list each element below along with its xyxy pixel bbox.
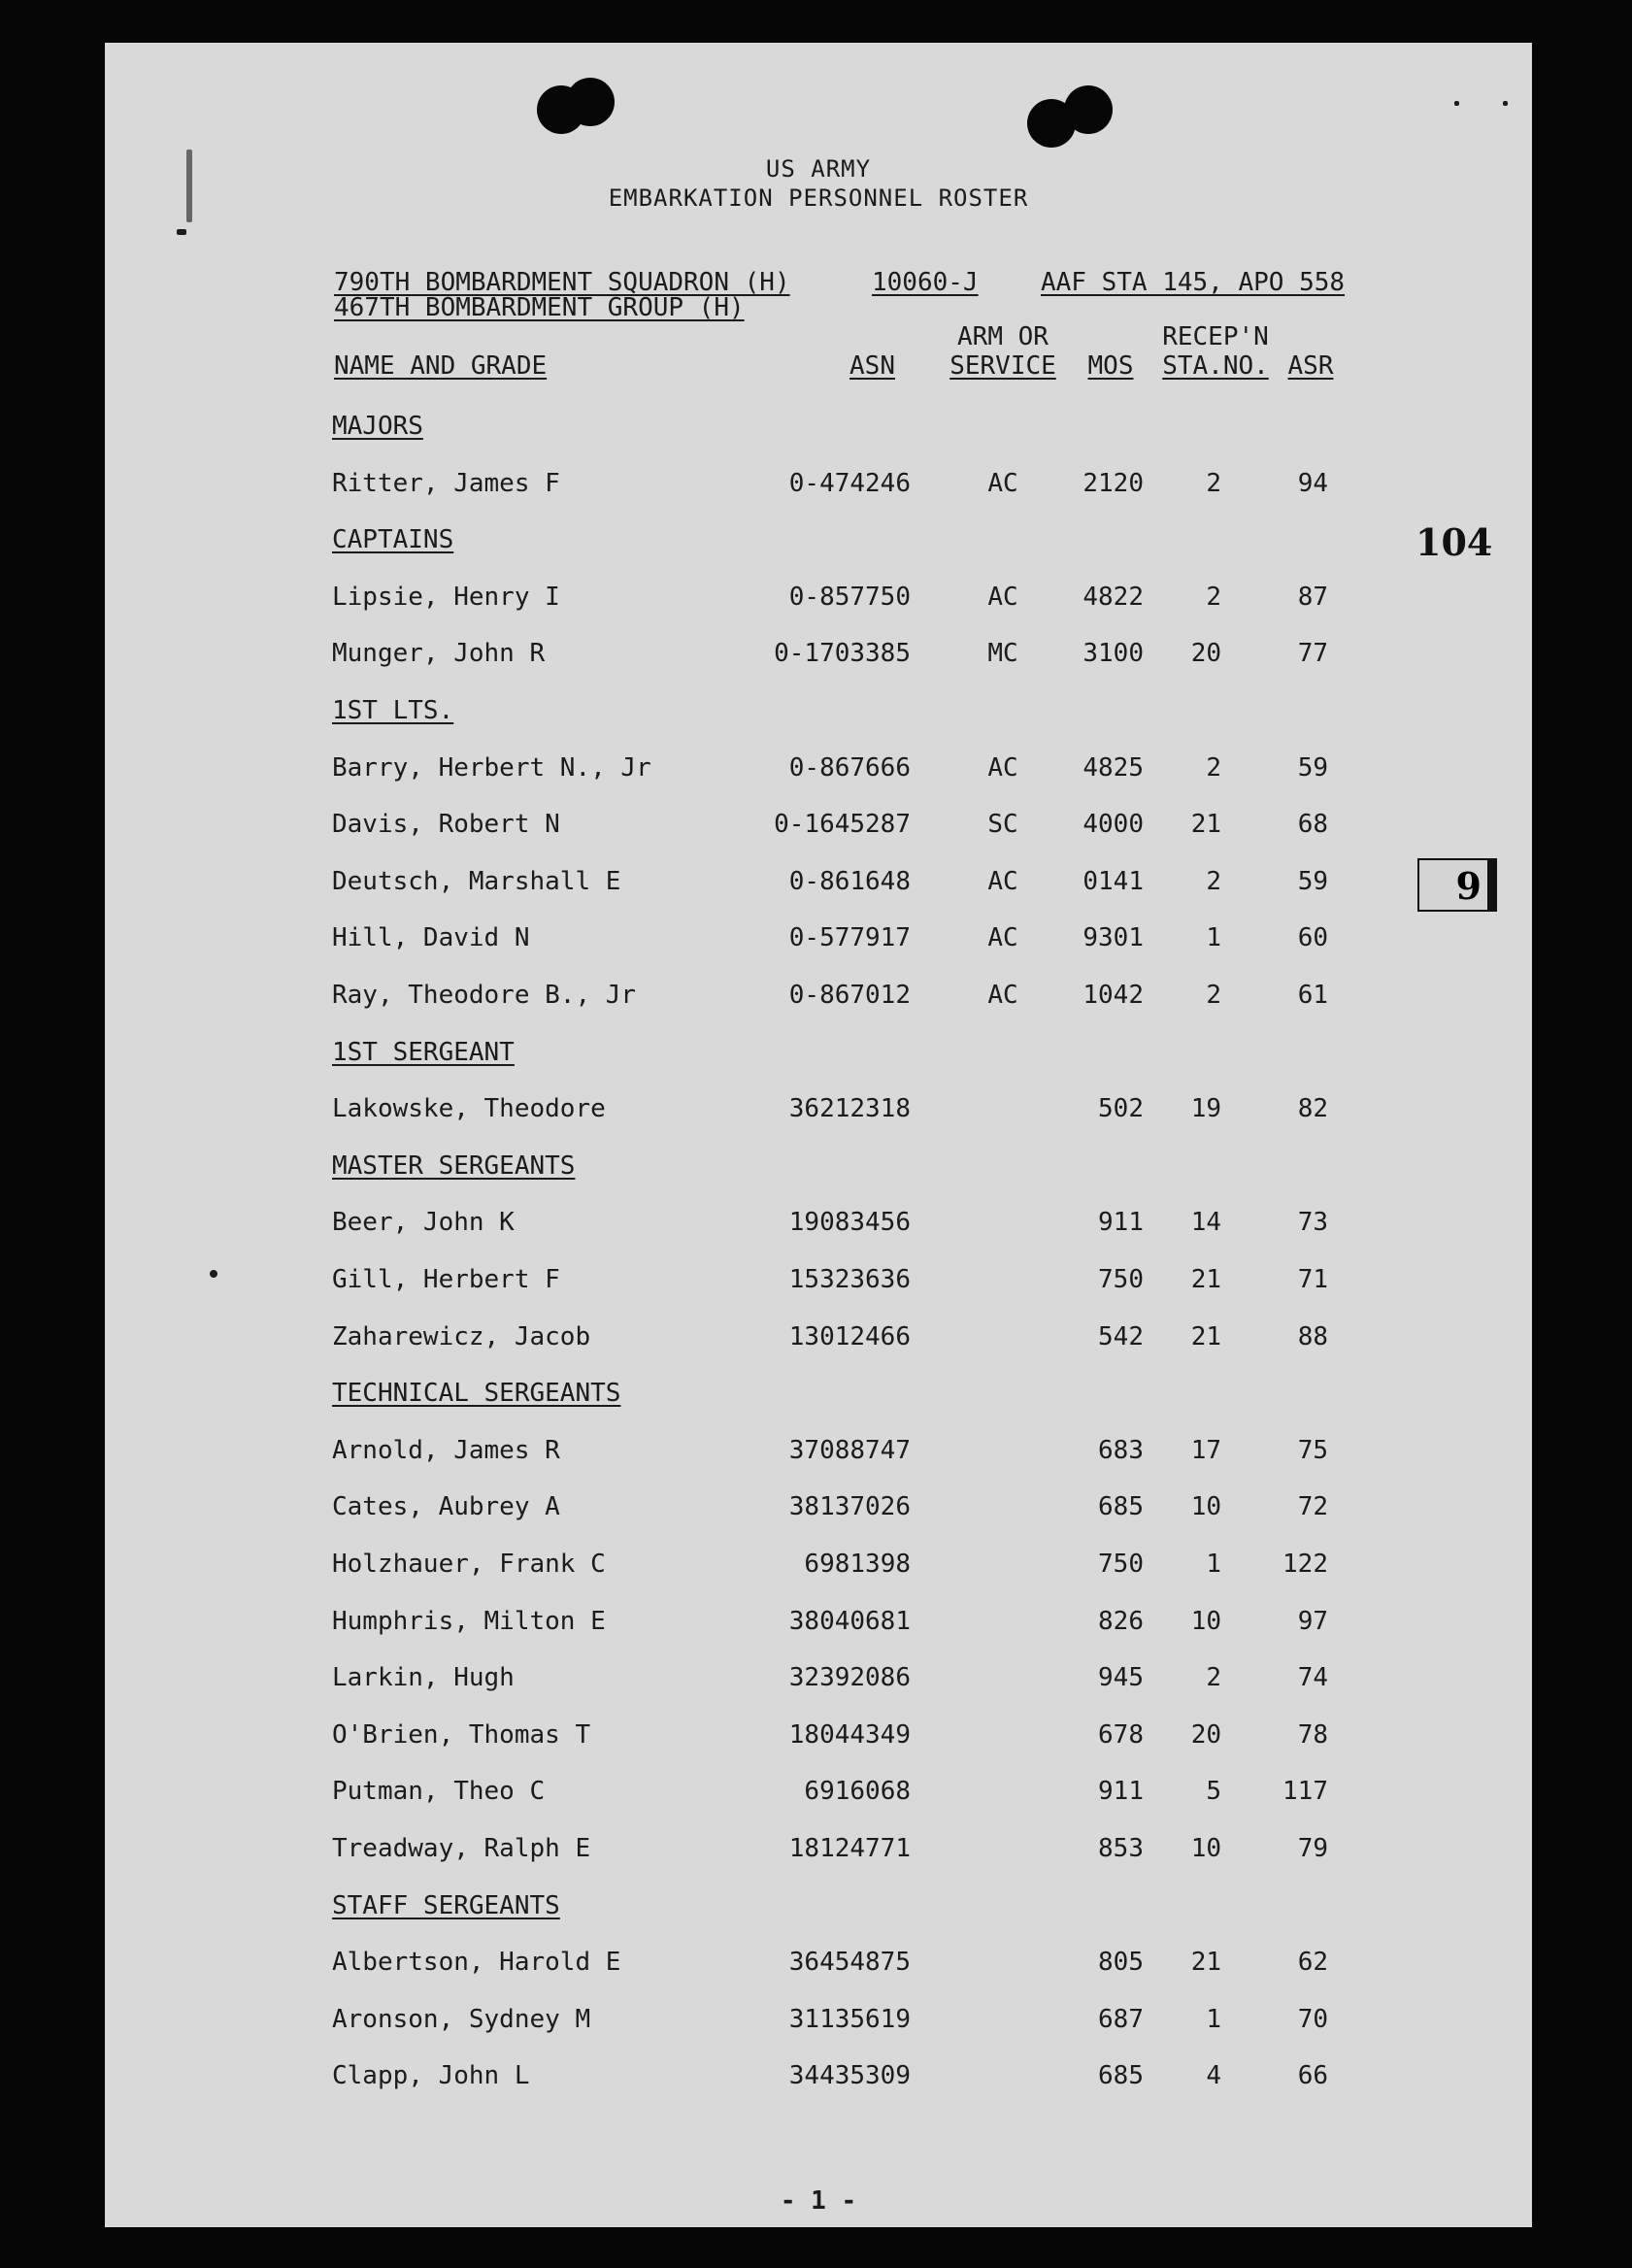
punch-hole-left [566,78,615,126]
person-name: Cates, Aubrey A [332,1492,560,1521]
margin-mark [210,1270,217,1278]
person-asn: 36454875 [788,1948,911,1977]
person-reception-station: 2 [1206,1663,1221,1692]
person-mos: 4822 [1082,583,1144,612]
section-heading: MAJORS [332,412,423,441]
person-reception-station: 2 [1206,981,1221,1010]
person-mos: 685 [1098,2061,1144,2090]
person-mos: 2120 [1082,469,1144,498]
person-name: Ray, Theodore B., Jr [332,981,637,1010]
person-name: Humphris, Milton E [332,1607,606,1636]
person-name: Gill, Herbert F [332,1265,560,1294]
person-reception-station: 19 [1190,1094,1221,1123]
person-name: Clapp, John L [332,2061,530,2090]
person-reception-station: 21 [1190,1265,1221,1294]
person-name: Aronson, Sydney M [332,2005,591,2034]
person-reception-station: 1 [1206,923,1221,952]
person-asr: 122 [1282,1550,1328,1579]
person-name: Barry, Herbert N., Jr [332,753,651,783]
person-mos: 4825 [1082,753,1144,783]
person-mos: 826 [1098,1607,1144,1636]
person-reception-station: 2 [1206,867,1221,896]
person-asn: 37088747 [788,1436,911,1465]
margin-mark [1454,101,1459,106]
person-asn: 6981398 [804,1550,911,1579]
person-reception-station: 21 [1190,810,1221,839]
section-heading: MASTER SERGEANTS [332,1151,576,1181]
index-tab-edge [1487,858,1497,912]
person-asn: 0-867666 [788,753,911,783]
person-asn: 0-474246 [788,469,911,498]
column-header-asn: ASN [849,351,895,381]
roster-page [105,43,1532,2227]
column-header-service: SERVICE [949,351,1056,381]
person-asn: 34435309 [788,2061,911,2090]
person-asn: 31135619 [788,2005,911,2034]
person-reception-station: 1 [1206,2005,1221,2034]
person-mos: 4000 [1082,810,1144,839]
person-asr: 75 [1297,1436,1328,1465]
person-name: Lakowske, Theodore [332,1094,606,1123]
person-asr: 60 [1297,923,1328,952]
column-header-mos: MOS [1087,351,1134,381]
person-asr: 71 [1297,1265,1328,1294]
person-mos: 502 [1098,1094,1144,1123]
person-asr: 97 [1297,1607,1328,1636]
person-asr: 73 [1297,1208,1328,1237]
person-mos: 9301 [1082,923,1144,952]
person-asn: 18044349 [788,1720,911,1750]
person-asr: 74 [1297,1663,1328,1692]
person-asr: 78 [1297,1720,1328,1750]
person-asn: 0-1703385 [774,639,911,668]
person-asr: 70 [1297,2005,1328,2034]
person-asr: 88 [1297,1322,1328,1351]
person-asr: 82 [1297,1094,1328,1123]
index-tab-number: 9 [1455,864,1482,908]
person-reception-station: 21 [1190,1322,1221,1351]
person-reception-station: 21 [1190,1948,1221,1977]
document-header-line2: EMBARKATION PERSONNEL ROSTER [608,184,1029,212]
section-heading: 1ST SERGEANT [332,1038,515,1067]
person-asn: 0-857750 [788,583,911,612]
person-reception-station: 17 [1190,1436,1221,1465]
person-asr: 117 [1282,1777,1328,1806]
person-mos: 853 [1098,1834,1144,1863]
person-asr: 72 [1297,1492,1328,1521]
person-mos: 911 [1098,1208,1144,1237]
person-mos: 3100 [1082,639,1144,668]
person-reception-station: 2 [1206,469,1221,498]
column-header-asr: ASR [1287,351,1334,381]
person-name: Holzhauer, Frank C [332,1550,606,1579]
person-reception-station: 10 [1190,1492,1221,1521]
document-header-line1: US ARMY [765,155,872,183]
person-asr: 66 [1297,2061,1328,2090]
person-asr: 62 [1297,1948,1328,1977]
column-header-recep: RECEP'N [1162,322,1269,351]
person-mos: 0141 [1082,867,1144,896]
person-name: Albertson, Harold E [332,1948,621,1977]
section-heading: CAPTAINS [332,525,454,554]
unit-code: 10060-J [872,268,979,297]
person-reception-station: 10 [1190,1607,1221,1636]
person-arm-service: AC [987,753,1018,783]
person-name: Hill, David N [332,923,530,952]
person-arm-service: AC [987,469,1018,498]
person-reception-station: 2 [1206,583,1221,612]
person-name: O'Brien, Thomas T [332,1720,591,1750]
person-name: Lipsie, Henry I [332,583,560,612]
index-tab [1417,858,1495,912]
person-name: Larkin, Hugh [332,1663,515,1692]
column-header-name: NAME AND GRADE [334,351,548,381]
person-name: Ritter, James F [332,469,560,498]
person-mos: 683 [1098,1436,1144,1465]
margin-mark [177,229,186,235]
person-asr: 77 [1297,639,1328,668]
person-mos: 911 [1098,1777,1144,1806]
person-reception-station: 5 [1206,1777,1221,1806]
person-name: Deutsch, Marshall E [332,867,621,896]
person-name: Beer, John K [332,1208,515,1237]
person-mos: 1042 [1082,981,1144,1010]
person-mos: 805 [1098,1948,1144,1977]
person-asr: 68 [1297,810,1328,839]
person-asn: 0-577917 [788,923,911,952]
person-arm-service: MC [987,639,1018,668]
person-asn: 38040681 [788,1607,911,1636]
column-header-sta-no: STA.NO. [1162,351,1269,381]
person-name: Treadway, Ralph E [332,1834,591,1863]
margin-mark [1503,101,1508,106]
person-mos: 945 [1098,1663,1144,1692]
person-arm-service: SC [987,810,1018,839]
person-mos: 687 [1098,2005,1144,2034]
station-info: AAF STA 145, APO 558 [1041,268,1346,297]
person-reception-station: 14 [1190,1208,1221,1237]
section-heading: TECHNICAL SERGEANTS [332,1379,621,1408]
person-reception-station: 20 [1190,639,1221,668]
person-arm-service: AC [987,583,1018,612]
person-asn: 13012466 [788,1322,911,1351]
person-arm-service: AC [987,981,1018,1010]
person-mos: 750 [1098,1550,1144,1579]
squadron-name: 790TH BOMBARDMENT SQUADRON (H) [334,268,790,297]
stamp-number: 104 [1416,520,1493,564]
person-reception-station: 1 [1206,1550,1221,1579]
person-asr: 61 [1297,981,1328,1010]
person-asn: 0-867012 [788,981,911,1010]
person-asn: 0-1645287 [774,810,911,839]
person-arm-service: AC [987,867,1018,896]
person-asr: 94 [1297,469,1328,498]
person-reception-station: 4 [1206,2061,1221,2090]
person-mos: 685 [1098,1492,1144,1521]
person-asn: 6916068 [804,1777,911,1806]
person-arm-service: AC [987,923,1018,952]
person-reception-station: 2 [1206,753,1221,783]
person-asn: 15323636 [788,1265,911,1294]
section-heading: STAFF SERGEANTS [332,1891,560,1920]
column-header-arm: ARM OR [957,322,1049,351]
page-number: - 1 - [780,2186,857,2216]
person-asn: 18124771 [788,1834,911,1863]
person-name: Putman, Theo C [332,1777,546,1806]
punch-hole-right [1064,85,1113,134]
person-name: Munger, John R [332,639,546,668]
person-name: Arnold, James R [332,1436,560,1465]
person-name: Davis, Robert N [332,810,560,839]
person-asr: 59 [1297,867,1328,896]
person-mos: 542 [1098,1322,1144,1351]
person-name: Zaharewicz, Jacob [332,1322,591,1351]
person-reception-station: 10 [1190,1834,1221,1863]
person-asr: 59 [1297,753,1328,783]
person-asn: 36212318 [788,1094,911,1123]
group-name: 467TH BOMBARDMENT GROUP (H) [334,293,745,322]
section-heading: 1ST LTS. [332,696,454,725]
person-mos: 750 [1098,1265,1144,1294]
person-asr: 87 [1297,583,1328,612]
person-mos: 678 [1098,1720,1144,1750]
person-asn: 0-861648 [788,867,911,896]
person-asr: 79 [1297,1834,1328,1863]
person-asn: 19083456 [788,1208,911,1237]
person-reception-station: 20 [1190,1720,1221,1750]
person-asn: 38137026 [788,1492,911,1521]
person-asn: 32392086 [788,1663,911,1692]
